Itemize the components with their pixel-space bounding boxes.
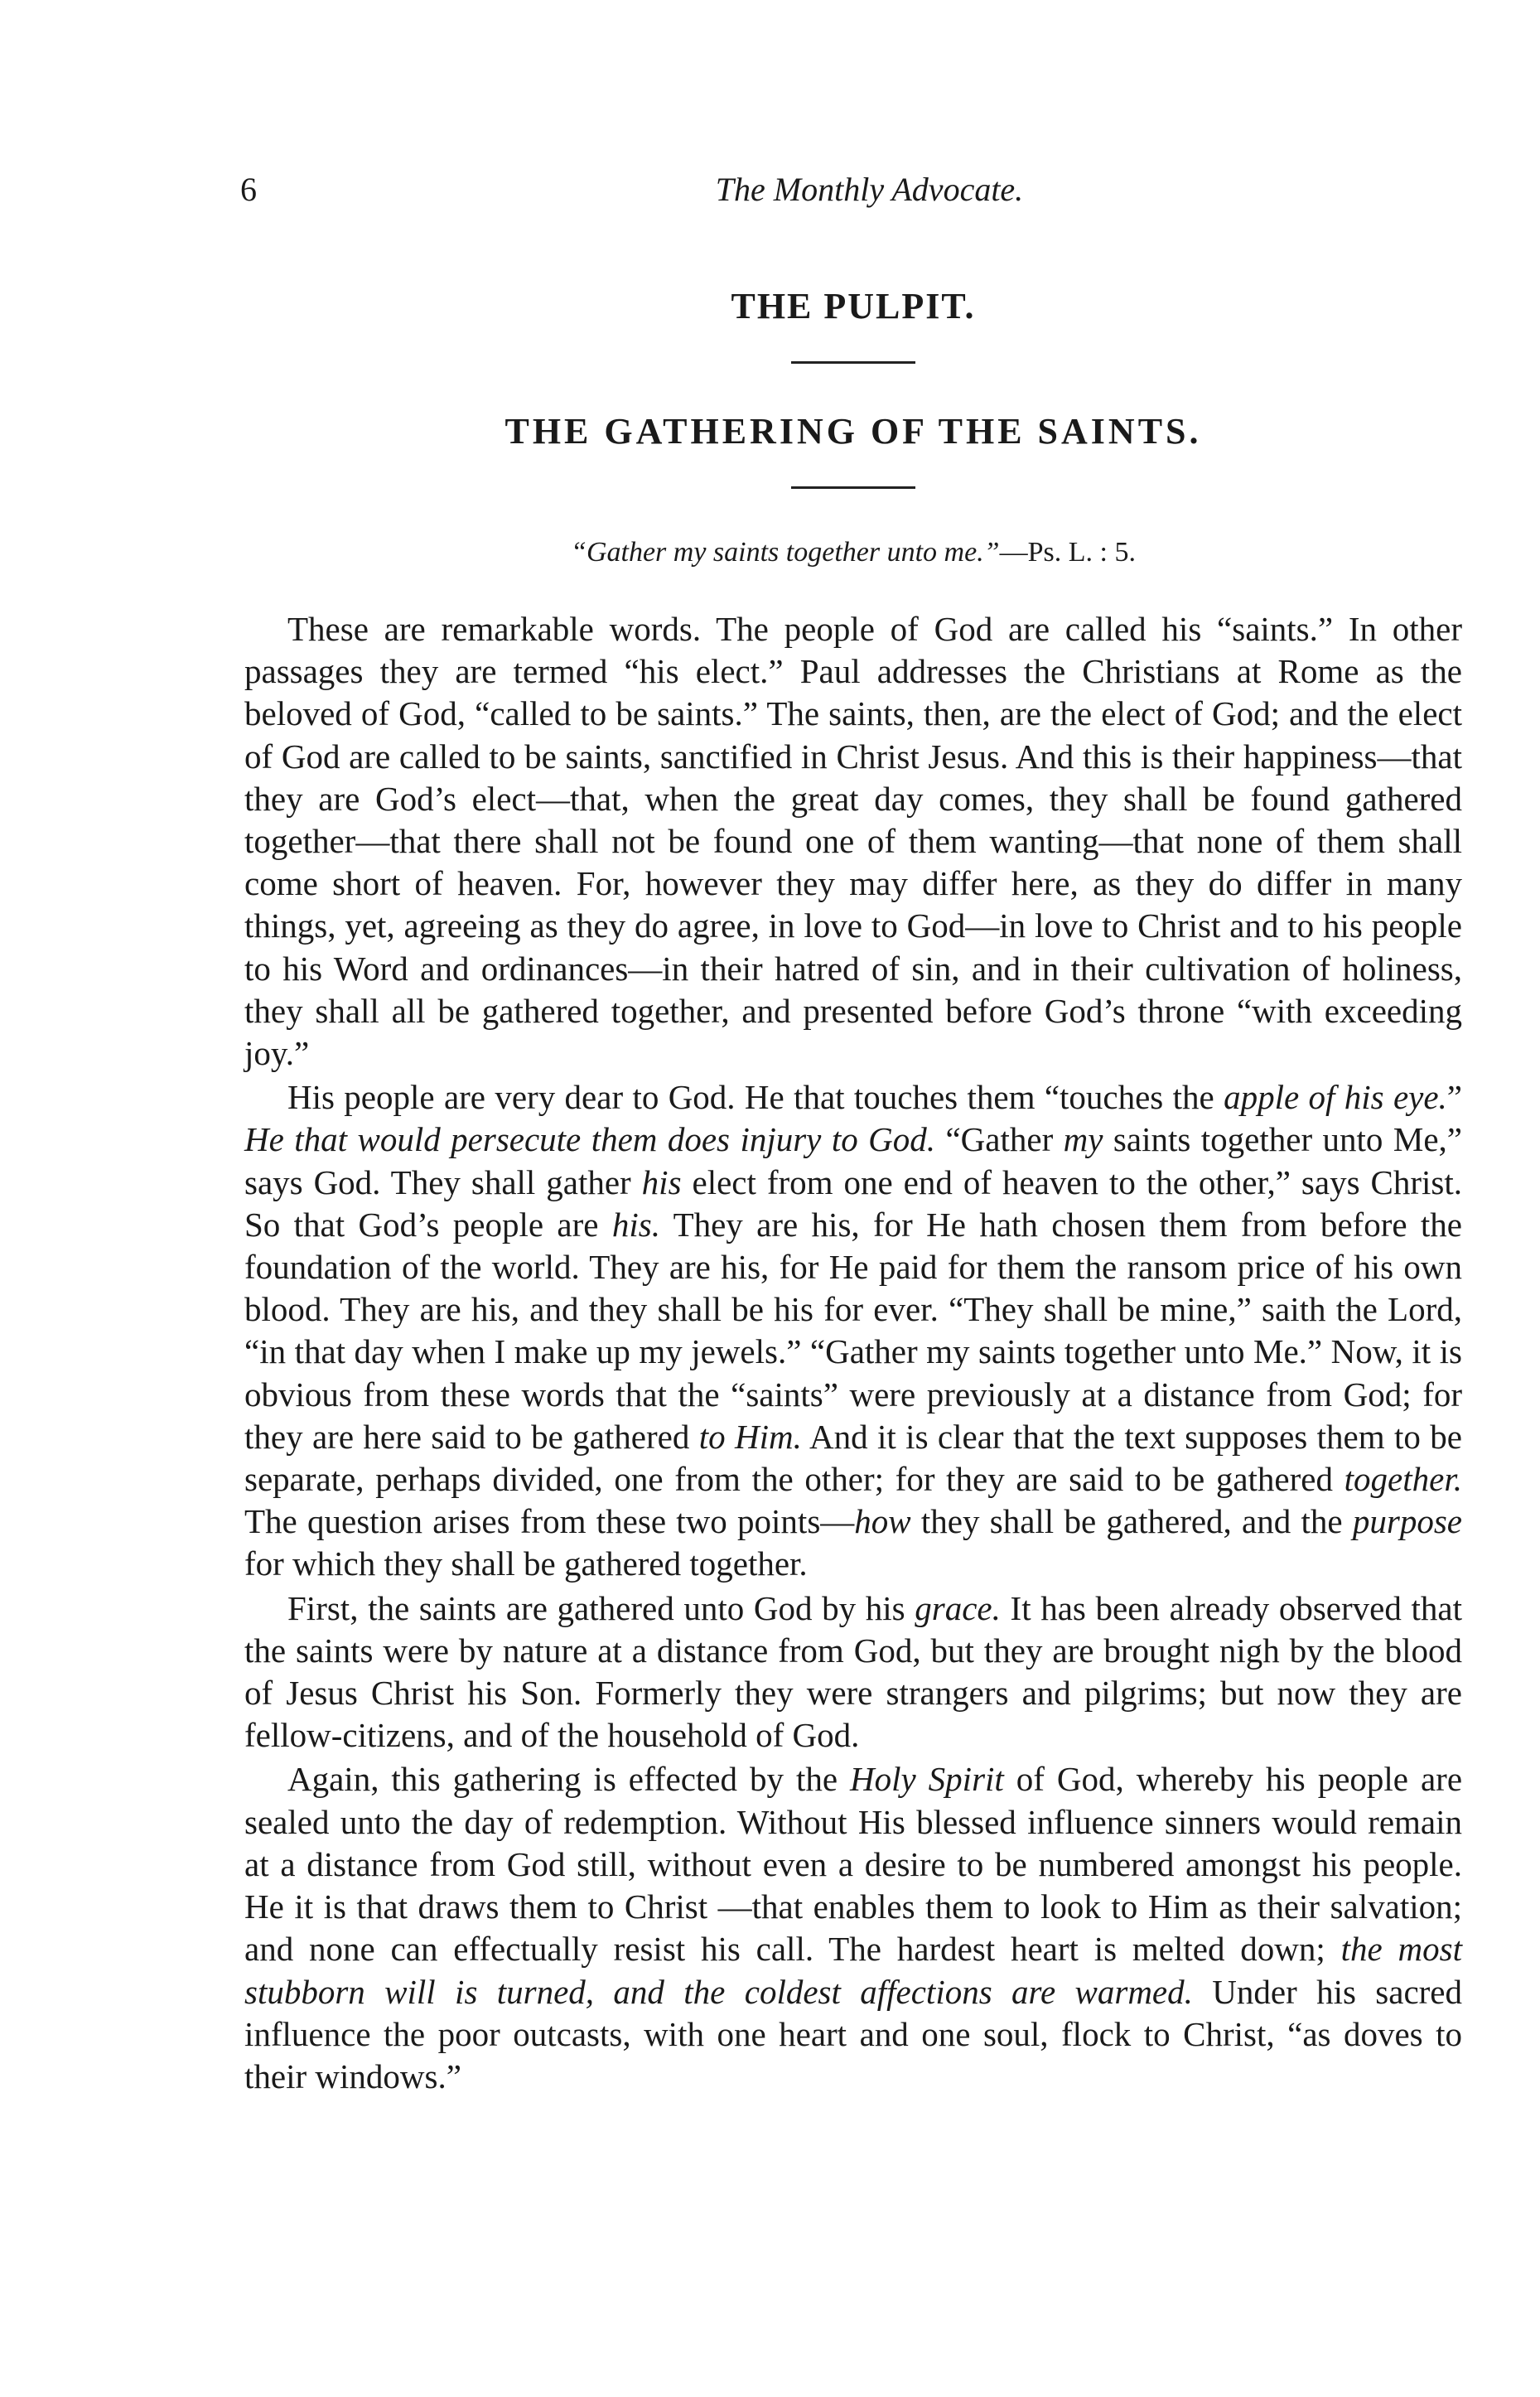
- emphasis: to Him.: [698, 1417, 802, 1456]
- text-run: elect from one end of heaven to the other,” says Christ. So that God’s people are: [244, 1162, 1462, 1244]
- paragraph-4: [244, 1758, 1462, 2098]
- text-run: for which they shall be gathered together.: [244, 1544, 808, 1583]
- emphasis: his: [641, 1162, 682, 1201]
- text-run: Under his sacred influence the poor outcasts, with one heart and one soul, flock to Christ, “as doves to their windows.”: [244, 1972, 1462, 2095]
- paragraph-1: These are remarkable words. The people of God are called his “saints.” In other passages they are termed “his elect.” Paul addresses the Christians at Rome as the beloved of God, “called to be saints.” The saints, then, are the elect of God; and the elect of God are called to be saints, sanctified in Christ Jesus. And this is their happiness—that they are God’s elect—that, when the great day comes, they shall be found gathered together—that there shall not be found one of them wanting—that none of them shall come short of heaven. For, however they may differ here, as they do differ in many things, yet, agreeing as they do agree, in love to God—in love to Christ and to his people to his Word and ordinances—in their hatred of sin, and in their cultivation of holiness, they shall all be gathered together, and presented before God’s throne “with exceeding joy.”: [244, 610, 1462, 1073]
- emphasis: my: [1063, 1120, 1103, 1159]
- paragraph-3: [244, 1588, 1462, 1757]
- main-column: [244, 282, 1462, 2098]
- text-run: saints together unto Me,” says God. They shall gather: [244, 1120, 1462, 1201]
- sermon-title: THE GATHERING OF THE SAINTS.: [504, 411, 1202, 452]
- title-divider: [791, 361, 915, 364]
- emphasis: grace.: [915, 1588, 1001, 1627]
- epigraph-reference: —Ps. L. : 5.: [999, 537, 1136, 568]
- text-run: Again, this gathering is effected by the: [287, 1760, 851, 1799]
- emphasis: his.: [611, 1205, 660, 1244]
- text-run: They are his, for He hath chosen them from before the foundation of the world. They are his, for He paid for them the ransom price of his own blood. They are his, and they shall be his for ever. “They shall be mine,” saith the Lord, “in that day when I make up my jewels.” “Gather my saints together unto Me.” Now, it is obvious from these words that the “saints” were previously at a distance from God; for they are here said to be gathered: [244, 1205, 1462, 1456]
- page-number: 6: [240, 171, 257, 208]
- emphasis: apple of his eye.: [1224, 1078, 1447, 1117]
- epigraph-quote: “Gather my saints together unto me.”: [571, 537, 1000, 568]
- emphasis: how: [854, 1502, 911, 1541]
- text-run: ”: [1446, 1078, 1462, 1117]
- text-run: of God, whereby his people are sealed unto the day of redemption. Without His blessed influence sinners would remain at a distance from God still, without even a desire to be numbered amongst his people. He it is that draws them to Christ —that enables them to look to Him as their salvation; and none can effectually resist his call. The hardest heart is melted down;: [244, 1760, 1463, 1969]
- text-run: The question arises from these two points—: [244, 1502, 855, 1541]
- text-run: “Gather: [935, 1120, 1064, 1159]
- emphasis: He that would persecute them does injury to God.: [244, 1120, 936, 1159]
- text-run: It has been already observed that the saints were by nature at a distance from God, but they are brought nigh by the blood of Jesus Christ his Son. Formerly they were strangers and pilgrims; but now they are fellow-citizens, and of the household of God.: [244, 1588, 1462, 1755]
- text-run: First, the saints are gathered unto God by his: [287, 1588, 915, 1627]
- text-run: His people are very dear to God. He that touches them “touches the: [287, 1078, 1224, 1117]
- running-head: [240, 170, 1449, 220]
- sermon-body: [244, 608, 1462, 2098]
- paragraph-2: [244, 1076, 1462, 1585]
- epigraph: [244, 532, 1462, 573]
- emphasis: together.: [1344, 1460, 1462, 1499]
- journal-title: The Monthly Advocate.: [715, 171, 1024, 208]
- emphasis: the most stubborn will is turned, and the coldest affections are warmed.: [244, 1930, 1462, 2011]
- section-title: THE PULPIT.: [731, 286, 976, 326]
- text-run: they shall be gathered, and the: [910, 1502, 1353, 1541]
- emphasis: purpose: [1352, 1502, 1462, 1541]
- emphasis: Holy Spirit: [850, 1760, 1004, 1799]
- text-run: And it is clear that the text supposes them to be separate, perhaps divided, one from the other; for they are said to be gathered: [244, 1417, 1463, 1499]
- title-divider: [791, 486, 915, 489]
